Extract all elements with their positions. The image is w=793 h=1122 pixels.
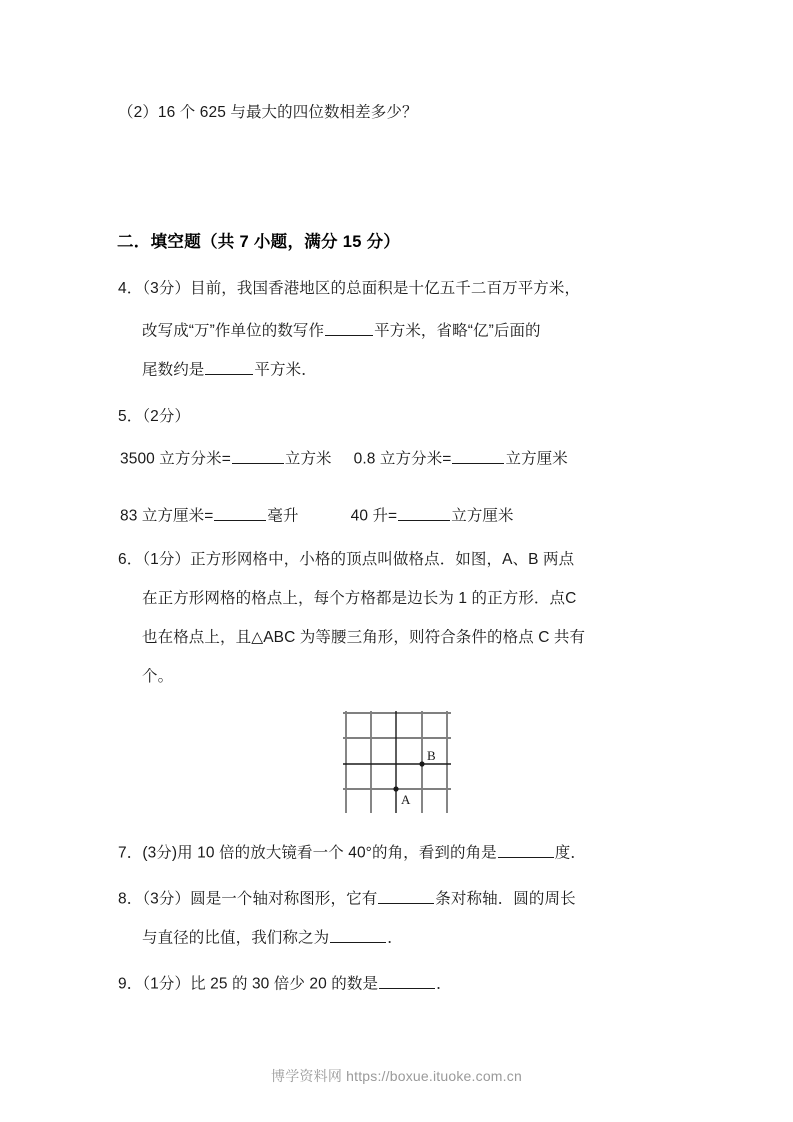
question-4-line-2-text-after: 平方米，省略“亿”后面的 — [374, 322, 541, 340]
question-5-row-2 — [120, 505, 514, 524]
question-5-item-3-unit: 毫升 — [267, 507, 299, 525]
square-grid-diagram — [341, 709, 453, 815]
question-8-line-2-text-before: 与直径的比值，我们称之为 — [142, 929, 330, 947]
question-8-line-1 — [118, 888, 576, 907]
question-5-item-2-unit: 立方厘米 — [505, 450, 568, 468]
question-9 — [118, 973, 452, 992]
question-5-item-2-label: 0.8 立方分米= — [353, 450, 452, 468]
question-8-line-2-text-after: ． — [387, 929, 403, 947]
question-6-line-3: 也在格点上，且△ABC 为等腰三角形，则符合条件的格点 C 共有 — [142, 629, 586, 646]
question-9-blank[interactable] — [379, 973, 435, 989]
question-6-line-1: 6．（1分）正方形网格中，小格的顶点叫做格点．如图，A、B 两点 — [118, 551, 575, 568]
question-5-blank-1[interactable] — [232, 448, 284, 464]
question-8-blank-1[interactable] — [378, 888, 434, 904]
point-b-marker — [419, 761, 424, 766]
question-4-line-3-text-after: 平方米． — [254, 361, 317, 379]
question-4-line-3 — [142, 359, 317, 378]
question-7 — [118, 842, 586, 861]
question-5-row-1 — [120, 448, 568, 467]
question-8-line-2 — [142, 927, 403, 946]
question-5-item-4-label: 40 升= — [350, 507, 398, 525]
question-6-line-2: 在正方形网格的格点上，每个方格都是边长为 1 的正方形．点C — [142, 590, 577, 607]
question-4-blank-2[interactable] — [205, 359, 253, 375]
square-grid-svg — [341, 709, 453, 815]
question-8-line-1-text-before: 8．（3分）圆是一个轴对称图形，它有 — [118, 890, 378, 908]
question-8-blank-2[interactable] — [330, 927, 386, 943]
question-9-text-before: 9．（1分）比 25 的 30 倍少 20 的数是 — [118, 975, 379, 993]
question-5-blank-3[interactable] — [214, 505, 266, 521]
point-a-marker — [393, 786, 398, 791]
question-5-header: 5．（2分） — [118, 408, 191, 425]
question-4-line-1: 4．（3分）目前，我国香港地区的总面积是十亿五千二百万平方米， — [118, 280, 581, 297]
question-4-line-2-text-before: 改写成“万”作单位的数写作 — [142, 322, 325, 340]
question-5-blank-4[interactable] — [398, 505, 450, 521]
question-7-text-before: 7．(3分)用 10 倍的放大镜看一个 40°的角，看到的角是 — [118, 844, 497, 862]
point-a-label: A — [401, 792, 411, 807]
question-7-text-after: 度． — [554, 844, 586, 862]
question-5-item-3-label: 83 立方厘米= — [120, 507, 214, 525]
question-7-blank[interactable] — [498, 842, 554, 858]
section-heading-fill-in-blanks: 二．填空题（共 7 小题，满分 15 分） — [117, 233, 401, 251]
question-5-item-1-label: 3500 立方分米= — [120, 450, 231, 468]
question-9-text-after: ． — [436, 975, 452, 993]
carryover-question-2: （2）16 个 625 与最大的四位数相差多少？ — [118, 104, 418, 121]
question-5-item-1-unit: 立方米 — [284, 450, 332, 468]
question-4-line-2 — [142, 320, 541, 339]
question-5-item-4-unit: 立方厘米 — [451, 507, 514, 525]
footer-watermark: 博学资料网 https://boxue.ituoke.com.cn — [271, 1068, 522, 1084]
point-b-label: B — [427, 748, 436, 763]
question-4-line-3-text-before: 尾数约是 — [142, 361, 205, 379]
question-5-blank-2[interactable] — [452, 448, 504, 464]
question-4-blank-1[interactable] — [325, 320, 373, 336]
question-6-line-4: 个。 — [142, 668, 174, 685]
question-8-line-1-text-after: 条对称轴．圆的周长 — [435, 890, 576, 908]
